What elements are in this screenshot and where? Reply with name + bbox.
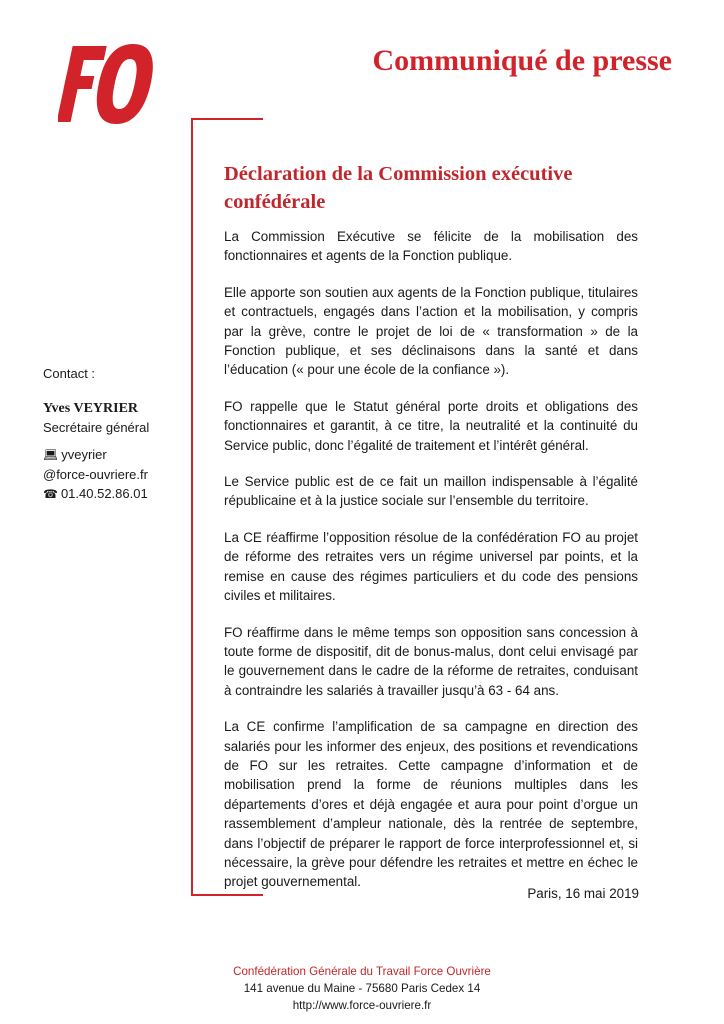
press-release-heading: Communiqué de presse — [372, 44, 672, 77]
fo-logo — [58, 40, 158, 126]
declaration-title: Déclaration de la Commission exécutive confédérale — [224, 163, 573, 213]
frame-vertical-line — [191, 118, 193, 896]
contact-block — [43, 364, 183, 504]
contact-role: Secrétaire général — [43, 420, 150, 435]
paragraph: Le Service public est de ce fait un maillon indispensable à l’égalité républicaine et à la justice sociale sur l’ensemble du territoire. — [224, 474, 638, 509]
footer-address: 141 avenue du Maine - 75680 Paris Cedex 14 — [243, 982, 481, 995]
contact-phone-row — [43, 484, 183, 504]
telephone-icon: ☎︎ — [43, 487, 58, 501]
paragraph: Elle apporte son soutien aux agents de la Fonction publique, titulaires et contractuels, engagés dans l’action et la mobilisation, y compris par la grève, contre le projet de loi de « transformation » de la Fonction publique, et ses déclinaisons dans la santé et dans l’éducation (« pour une école de la confiance »). — [224, 284, 638, 378]
declaration-body — [224, 227, 638, 909]
document-date: Paris, 16 mai 2019 — [527, 886, 639, 901]
contact-email-user[interactable]: yveyrier — [61, 447, 107, 462]
contact-email-row — [43, 445, 183, 465]
contact-email-domain[interactable]: @force-ouvriere.fr — [43, 467, 148, 482]
computer-icon: 💻︎ — [43, 448, 59, 462]
paragraph: FO rappelle que le Statut général porte droits et obligations des fonctionnaires et garantit, à ce titre, la neutralité et la continuité du Service public, donc l’égalité de traitement et l’intérêt général. — [224, 398, 638, 453]
fo-logo-mark — [58, 40, 158, 126]
page-footer — [0, 963, 724, 1014]
paragraph: La CE réaffirme l’opposition résolue de la confédération FO au projet de réforme des retraites vers un régime universel par points, et la remise en cause des régimes particuliers et du code des pensions civiles et militaires. — [224, 529, 638, 604]
paragraph: La CE confirme l’amplification de sa campagne en direction des salariés pour les informer des enjeux, des positions et revendications de FO sur les retraites. Cette campagne d’information et de mobilisation prend la forme de réunions multiples dans les départements d’ores et déjà engagée et aura pour point d’orgue un rassemblement d’ampleur nationale, dès la rentrée de septembre, dans l’objectif de préparer le rapport de force interprofessionnel et, si nécessaire, la grève pour défendre les retraites et mettre en échec le projet gouvernemental. — [224, 719, 638, 890]
footer-website-link[interactable]: http://www.force-ouvriere.fr — [292, 999, 432, 1012]
contact-name: Yves VEYRIER — [43, 401, 139, 416]
paragraph: FO réaffirme dans le même temps son opposition sans concession à toute forme de dispositif, dit de bonus-malus, dont celui envisagé par le gouvernement dans le cadre de la réforme de retraites, conduisant à contraindre les salariés à travailler jusqu’à 63 - 64 ans. — [224, 624, 638, 698]
contact-phone: 01.40.52.86.01 — [60, 486, 148, 501]
paragraph: La Commission Exécutive se félicite de la mobilisation des fonctionnaires et agents de la Fonction publique. — [224, 229, 638, 264]
contact-label: Contact : — [43, 366, 96, 381]
frame-top-line — [191, 118, 263, 120]
footer-organization: Confédération Générale du Travail Force Ouvrière — [233, 965, 491, 978]
